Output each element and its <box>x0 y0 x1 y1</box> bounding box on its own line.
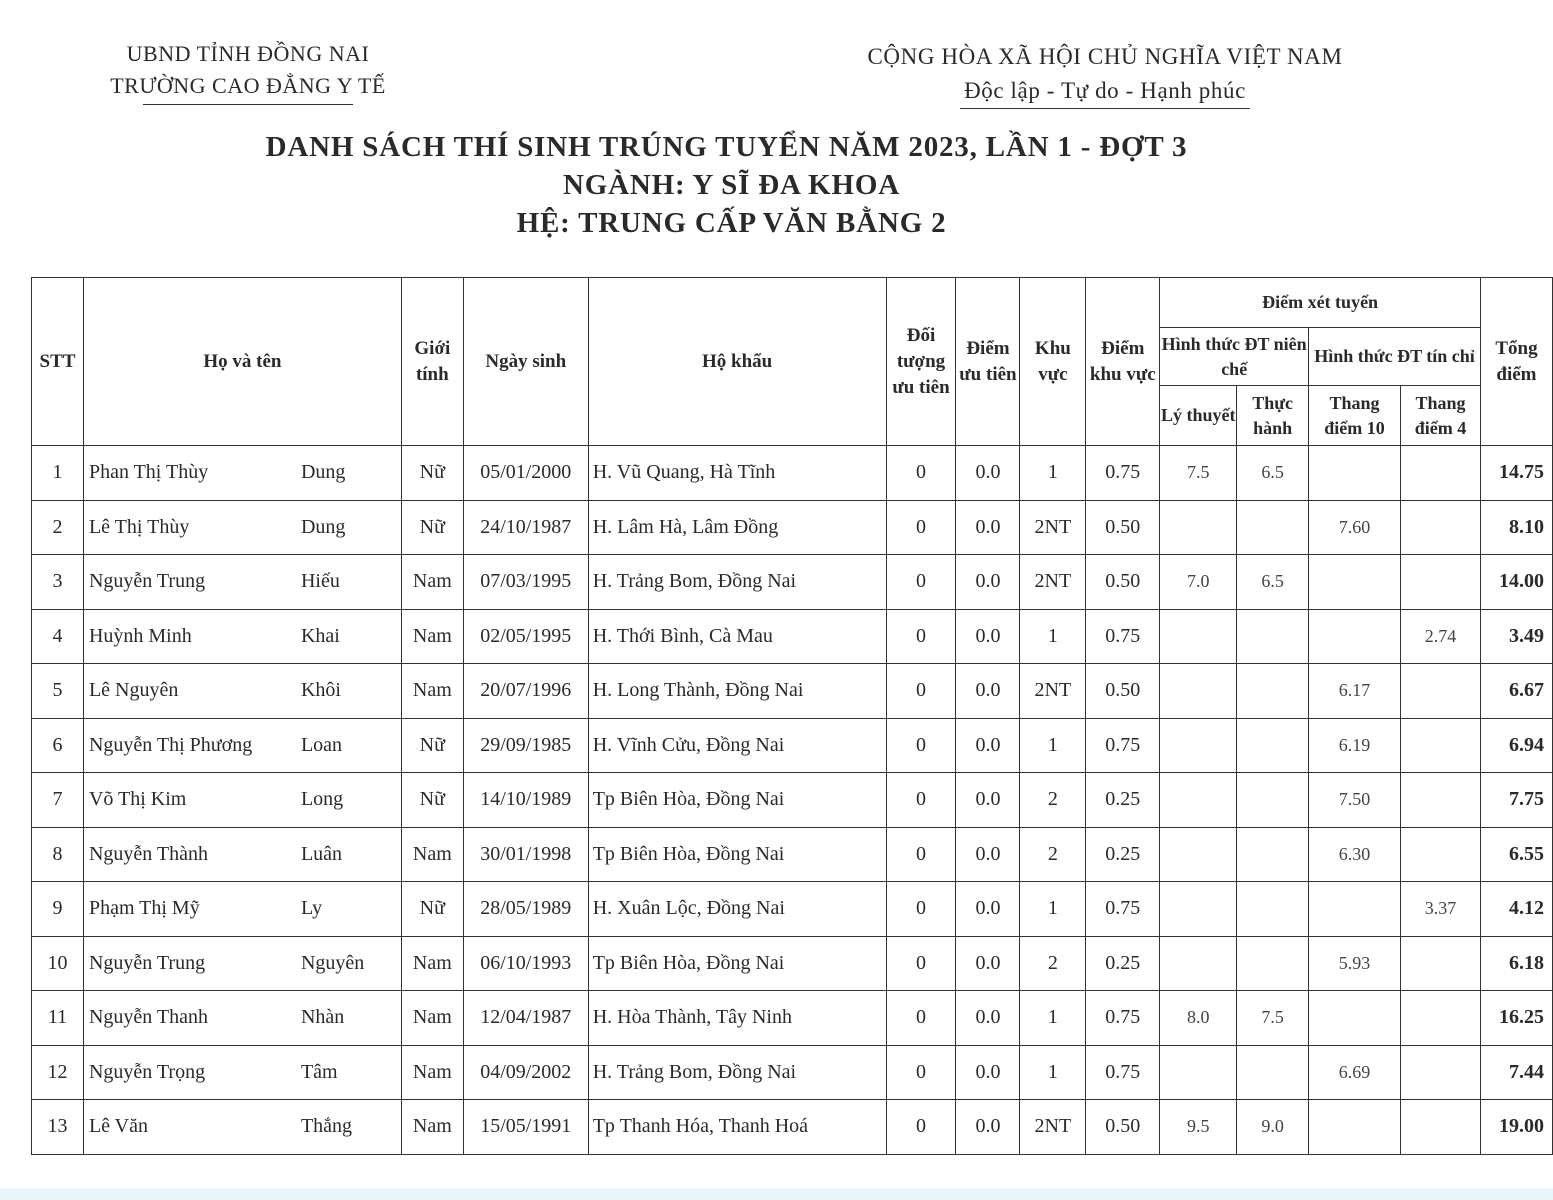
cell-region-score: 0.75 <box>1086 882 1160 937</box>
cell-total: 6.18 <box>1480 936 1552 991</box>
cell-scale10 <box>1309 882 1401 937</box>
cell-address: H. Long Thành, Đồng Nai <box>588 664 886 719</box>
cell-stt: 11 <box>32 991 84 1046</box>
cell-stt: 9 <box>32 882 84 937</box>
cell-dob: 14/10/1989 <box>463 773 588 828</box>
cell-name <box>83 664 401 719</box>
cell-scale10: 6.30 <box>1309 827 1401 882</box>
table-row <box>32 446 1553 501</box>
cell-region-score: 0.75 <box>1086 718 1160 773</box>
cell-practice: 7.5 <box>1237 991 1309 1046</box>
cell-practice <box>1237 882 1309 937</box>
table-row <box>32 718 1553 773</box>
cell-name <box>83 773 401 828</box>
cell-priority-group: 0 <box>886 1045 956 1100</box>
cell-name <box>83 718 401 773</box>
title-line-3: HỆ: TRUNG CẤP VĂN BẰNG 2 <box>516 207 947 239</box>
table-row <box>32 991 1553 1046</box>
table-row <box>32 555 1553 610</box>
cell-scale4 <box>1401 718 1481 773</box>
admission-table <box>31 277 1553 1155</box>
cell-gender: Nam <box>401 609 463 664</box>
cell-region: 2NT <box>1020 555 1086 610</box>
given-name: Khai <box>300 624 340 647</box>
cell-gender: Nam <box>401 664 463 719</box>
col-scale10: Thang điểm 10 <box>1309 386 1401 446</box>
cell-practice <box>1237 936 1309 991</box>
given-name: Dung <box>300 461 346 484</box>
cell-address: H. Vũ Quang, Hà Tĩnh <box>588 446 886 501</box>
given-name: Luân <box>300 842 343 865</box>
cell-scale4 <box>1401 1045 1481 1100</box>
cell-region: 1 <box>1020 1045 1086 1100</box>
cell-theory <box>1160 718 1237 773</box>
cell-scale10: 6.17 <box>1309 664 1401 719</box>
given-name: Dung <box>300 515 346 538</box>
given-name: Long <box>300 788 344 811</box>
cell-theory <box>1160 500 1237 555</box>
surname-middle: Võ Thị Kim <box>88 788 187 811</box>
given-name: Hiếu <box>300 570 340 593</box>
table-row <box>32 1045 1553 1100</box>
cell-name <box>83 936 401 991</box>
surname-middle: Phạm Thị Mỹ <box>88 897 200 920</box>
given-name: Tâm <box>300 1060 338 1083</box>
cell-priority-score: 0.0 <box>956 446 1020 501</box>
cell-dob: 02/05/1995 <box>463 609 588 664</box>
cell-gender: Nữ <box>401 718 463 773</box>
given-name: Thắng <box>300 1115 353 1138</box>
cell-scale10 <box>1309 555 1401 610</box>
cell-scale4 <box>1401 827 1481 882</box>
col-theory: Lý thuyết <box>1160 386 1237 446</box>
cell-priority-score: 0.0 <box>956 500 1020 555</box>
cell-scale10: 7.50 <box>1309 773 1401 828</box>
cell-total: 6.67 <box>1480 664 1552 719</box>
cell-scale10: 5.93 <box>1309 936 1401 991</box>
cell-practice <box>1237 609 1309 664</box>
cell-region-score: 0.50 <box>1086 500 1160 555</box>
cell-priority-group: 0 <box>886 609 956 664</box>
cell-practice <box>1237 1045 1309 1100</box>
cell-region: 2 <box>1020 827 1086 882</box>
cell-practice: 6.5 <box>1237 446 1309 501</box>
cell-address: H. Xuân Lộc, Đồng Nai <box>588 882 886 937</box>
cell-stt: 10 <box>32 936 84 991</box>
cell-region-score: 0.75 <box>1086 991 1160 1046</box>
cell-priority-group: 0 <box>886 773 956 828</box>
issuer-block <box>88 38 408 105</box>
cell-stt: 8 <box>32 827 84 882</box>
cell-region-score: 0.50 <box>1086 1100 1160 1155</box>
cell-stt: 1 <box>32 446 84 501</box>
cell-theory <box>1160 1045 1237 1100</box>
col-credit-program: Hình thức ĐT tín chỉ <box>1309 328 1481 386</box>
col-gender: Giới tính <box>401 278 463 446</box>
cell-scale10 <box>1309 1100 1401 1155</box>
col-priority-score: Điểm ưu tiên <box>956 278 1020 446</box>
cell-dob: 06/10/1993 <box>463 936 588 991</box>
cell-name <box>83 555 401 610</box>
cell-region-score: 0.75 <box>1086 609 1160 664</box>
cell-scale4: 3.37 <box>1401 882 1481 937</box>
cell-region-score: 0.75 <box>1086 446 1160 501</box>
cell-practice: 6.5 <box>1237 555 1309 610</box>
cell-practice <box>1237 500 1309 555</box>
document-title <box>100 128 1553 242</box>
cell-priority-score: 0.0 <box>956 936 1020 991</box>
surname-middle: Lê Nguyên <box>88 679 179 702</box>
cell-name <box>83 1100 401 1155</box>
cell-priority-group: 0 <box>886 555 956 610</box>
table-row <box>32 882 1553 937</box>
cell-practice: 9.0 <box>1237 1100 1309 1155</box>
cell-theory: 7.0 <box>1160 555 1237 610</box>
table-row <box>32 500 1553 555</box>
given-name: Khôi <box>300 679 341 702</box>
cell-dob: 05/01/2000 <box>463 446 588 501</box>
cell-priority-group: 0 <box>886 991 956 1046</box>
surname-middle: Lê Văn <box>88 1115 149 1138</box>
issuer-underline <box>143 104 353 105</box>
cell-address: H. Vĩnh Cửu, Đồng Nai <box>588 718 886 773</box>
cell-gender: Nữ <box>401 882 463 937</box>
cell-theory: 7.5 <box>1160 446 1237 501</box>
issuer-province: UBND TỈNH ĐỒNG NAI <box>126 41 370 66</box>
cell-total: 6.94 <box>1480 718 1552 773</box>
cell-dob: 29/09/1985 <box>463 718 588 773</box>
cell-dob: 24/10/1987 <box>463 500 588 555</box>
cell-region-score: 0.25 <box>1086 827 1160 882</box>
col-region: Khu vực <box>1020 278 1086 446</box>
cell-total: 4.12 <box>1480 882 1552 937</box>
cell-gender: Nam <box>401 827 463 882</box>
cell-theory <box>1160 827 1237 882</box>
cell-scale4 <box>1401 773 1481 828</box>
cell-priority-score: 0.0 <box>956 1045 1020 1100</box>
cell-total: 7.44 <box>1480 1045 1552 1100</box>
col-admission-scores: Điểm xét tuyển <box>1160 278 1481 328</box>
cell-priority-group: 0 <box>886 446 956 501</box>
cell-scale4 <box>1401 664 1481 719</box>
cell-dob: 12/04/1987 <box>463 991 588 1046</box>
col-scale4: Thang điểm 4 <box>1401 386 1481 446</box>
cell-dob: 15/05/1991 <box>463 1100 588 1155</box>
surname-middle: Nguyễn Trọng <box>88 1060 206 1083</box>
col-total: Tổng điểm <box>1480 278 1552 446</box>
surname-middle: Phan Thị Thùy <box>88 461 209 484</box>
cell-region-score: 0.25 <box>1086 773 1160 828</box>
cell-name <box>83 500 401 555</box>
cell-practice <box>1237 664 1309 719</box>
cell-priority-group: 0 <box>886 664 956 719</box>
cell-stt: 13 <box>32 1100 84 1155</box>
cell-scale4 <box>1401 936 1481 991</box>
cell-total: 8.10 <box>1480 500 1552 555</box>
cell-stt: 6 <box>32 718 84 773</box>
title-line-2: NGÀNH: Y SĨ ĐA KHOA <box>563 169 900 201</box>
cell-region: 1 <box>1020 718 1086 773</box>
col-stt: STT <box>32 278 84 446</box>
col-practice: Thực hành <box>1237 386 1309 446</box>
cell-scale4 <box>1401 555 1481 610</box>
cell-gender: Nam <box>401 936 463 991</box>
cell-region: 1 <box>1020 446 1086 501</box>
cell-scale4 <box>1401 1100 1481 1155</box>
cell-address: H. Thới Bình, Cà Mau <box>588 609 886 664</box>
cell-priority-group: 0 <box>886 882 956 937</box>
cell-total: 14.75 <box>1480 446 1552 501</box>
cell-scale4 <box>1401 446 1481 501</box>
table-row <box>32 664 1553 719</box>
given-name: Loan <box>300 733 343 756</box>
cell-address: Tp Biên Hòa, Đồng Nai <box>588 827 886 882</box>
cell-practice <box>1237 718 1309 773</box>
cell-region: 1 <box>1020 991 1086 1046</box>
cell-priority-score: 0.0 <box>956 718 1020 773</box>
cell-priority-group: 0 <box>886 718 956 773</box>
surname-middle: Nguyễn Thành <box>88 842 209 865</box>
cell-address: Tp Biên Hòa, Đồng Nai <box>588 936 886 991</box>
cell-gender: Nữ <box>401 446 463 501</box>
cell-name <box>83 882 401 937</box>
cell-priority-score: 0.0 <box>956 609 1020 664</box>
table-row <box>32 773 1553 828</box>
cell-name <box>83 609 401 664</box>
cell-dob: 30/01/1998 <box>463 827 588 882</box>
cell-practice <box>1237 773 1309 828</box>
surname-middle: Lê Thị Thùy <box>88 515 190 538</box>
cell-address: H. Trảng Bom, Đồng Nai <box>588 1045 886 1100</box>
surname-middle: Huỳnh Minh <box>88 624 192 647</box>
cell-gender: Nam <box>401 1100 463 1155</box>
surname-middle: Nguyễn Thanh <box>88 1006 209 1029</box>
col-dob: Ngày sinh <box>463 278 588 446</box>
cell-theory <box>1160 664 1237 719</box>
cell-region: 1 <box>1020 882 1086 937</box>
cell-total: 19.00 <box>1480 1100 1552 1155</box>
cell-priority-score: 0.0 <box>956 882 1020 937</box>
cell-priority-score: 0.0 <box>956 555 1020 610</box>
national-header <box>820 40 1390 109</box>
issuer-school: TRƯỜNG CAO ĐẲNG Y TẾ <box>110 73 386 98</box>
cell-address: Tp Biên Hòa, Đồng Nai <box>588 773 886 828</box>
cell-region-score: 0.75 <box>1086 1045 1160 1100</box>
surname-middle: Nguyễn Trung <box>88 951 206 974</box>
given-name: Nguyên <box>300 951 365 974</box>
cell-scale10 <box>1309 446 1401 501</box>
cell-priority-group: 0 <box>886 500 956 555</box>
cell-theory <box>1160 773 1237 828</box>
cell-stt: 5 <box>32 664 84 719</box>
cell-region: 2NT <box>1020 1100 1086 1155</box>
title-line-1: DANH SÁCH THÍ SINH TRÚNG TUYỂN NĂM 2023, LẦN 1 - ĐỢT 3 <box>265 131 1188 163</box>
cell-gender: Nam <box>401 1045 463 1100</box>
cell-priority-score: 0.0 <box>956 991 1020 1046</box>
cell-address: H. Trảng Bom, Đồng Nai <box>588 555 886 610</box>
cell-gender: Nữ <box>401 773 463 828</box>
cell-region: 2NT <box>1020 500 1086 555</box>
cell-region-score: 0.25 <box>1086 936 1160 991</box>
cell-total: 6.55 <box>1480 827 1552 882</box>
table-row <box>32 609 1553 664</box>
cell-region: 1 <box>1020 609 1086 664</box>
cell-gender: Nam <box>401 555 463 610</box>
cell-gender: Nữ <box>401 500 463 555</box>
national-motto: Độc lập - Tự do - Hạnh phúc <box>960 74 1250 109</box>
table-row <box>32 1100 1553 1155</box>
national-title: CỘNG HÒA XÃ HỘI CHỦ NGHĨA VIỆT NAM <box>867 44 1343 69</box>
cell-dob: 07/03/1995 <box>463 555 588 610</box>
col-priority-group: Đối tượng ưu tiên <box>886 278 956 446</box>
cell-priority-score: 0.0 <box>956 1100 1020 1155</box>
cell-stt: 12 <box>32 1045 84 1100</box>
cell-region: 2NT <box>1020 664 1086 719</box>
cell-scale4 <box>1401 500 1481 555</box>
cell-scale10 <box>1309 991 1401 1046</box>
cell-scale10: 6.19 <box>1309 718 1401 773</box>
cell-priority-score: 0.0 <box>956 827 1020 882</box>
cell-theory <box>1160 609 1237 664</box>
cell-scale4: 2.74 <box>1401 609 1481 664</box>
col-region-score: Điểm khu vực <box>1086 278 1160 446</box>
cell-scale4 <box>1401 991 1481 1046</box>
cell-priority-score: 0.0 <box>956 773 1020 828</box>
cell-address: H. Hòa Thành, Tây Ninh <box>588 991 886 1046</box>
cell-stt: 3 <box>32 555 84 610</box>
cell-region: 2 <box>1020 936 1086 991</box>
cell-region: 2 <box>1020 773 1086 828</box>
cell-region-score: 0.50 <box>1086 664 1160 719</box>
cell-dob: 28/05/1989 <box>463 882 588 937</box>
col-name: Họ và tên <box>83 278 401 446</box>
cell-theory <box>1160 882 1237 937</box>
cell-total: 7.75 <box>1480 773 1552 828</box>
col-annual-program: Hình thức ĐT niên chế <box>1160 328 1309 386</box>
cell-total: 14.00 <box>1480 555 1552 610</box>
cell-stt: 4 <box>32 609 84 664</box>
cell-scale10: 7.60 <box>1309 500 1401 555</box>
cell-theory <box>1160 936 1237 991</box>
cell-name <box>83 1045 401 1100</box>
cell-theory: 8.0 <box>1160 991 1237 1046</box>
cell-stt: 7 <box>32 773 84 828</box>
given-name: Ly <box>300 897 323 920</box>
cell-address: H. Lâm Hà, Lâm Đồng <box>588 500 886 555</box>
cell-gender: Nam <box>401 991 463 1046</box>
cell-total: 3.49 <box>1480 609 1552 664</box>
surname-middle: Nguyễn Thị Phương <box>88 733 253 756</box>
cell-name <box>83 446 401 501</box>
cell-dob: 20/07/1996 <box>463 664 588 719</box>
cell-practice <box>1237 827 1309 882</box>
cell-address: Tp Thanh Hóa, Thanh Hoá <box>588 1100 886 1155</box>
table-row <box>32 936 1553 991</box>
given-name: Nhàn <box>300 1006 345 1029</box>
table-row <box>32 827 1553 882</box>
cell-total: 16.25 <box>1480 991 1552 1046</box>
cell-name <box>83 827 401 882</box>
cell-priority-group: 0 <box>886 827 956 882</box>
col-address: Hộ khẩu <box>588 278 886 446</box>
cell-dob: 04/09/2002 <box>463 1045 588 1100</box>
cell-priority-group: 0 <box>886 1100 956 1155</box>
cell-priority-score: 0.0 <box>956 664 1020 719</box>
cell-priority-group: 0 <box>886 936 956 991</box>
cell-scale10: 6.69 <box>1309 1045 1401 1100</box>
cell-theory: 9.5 <box>1160 1100 1237 1155</box>
cell-name <box>83 991 401 1046</box>
cell-scale10 <box>1309 609 1401 664</box>
cell-stt: 2 <box>32 500 84 555</box>
surname-middle: Nguyễn Trung <box>88 570 206 593</box>
scan-edge <box>0 1188 1553 1200</box>
cell-region-score: 0.50 <box>1086 555 1160 610</box>
